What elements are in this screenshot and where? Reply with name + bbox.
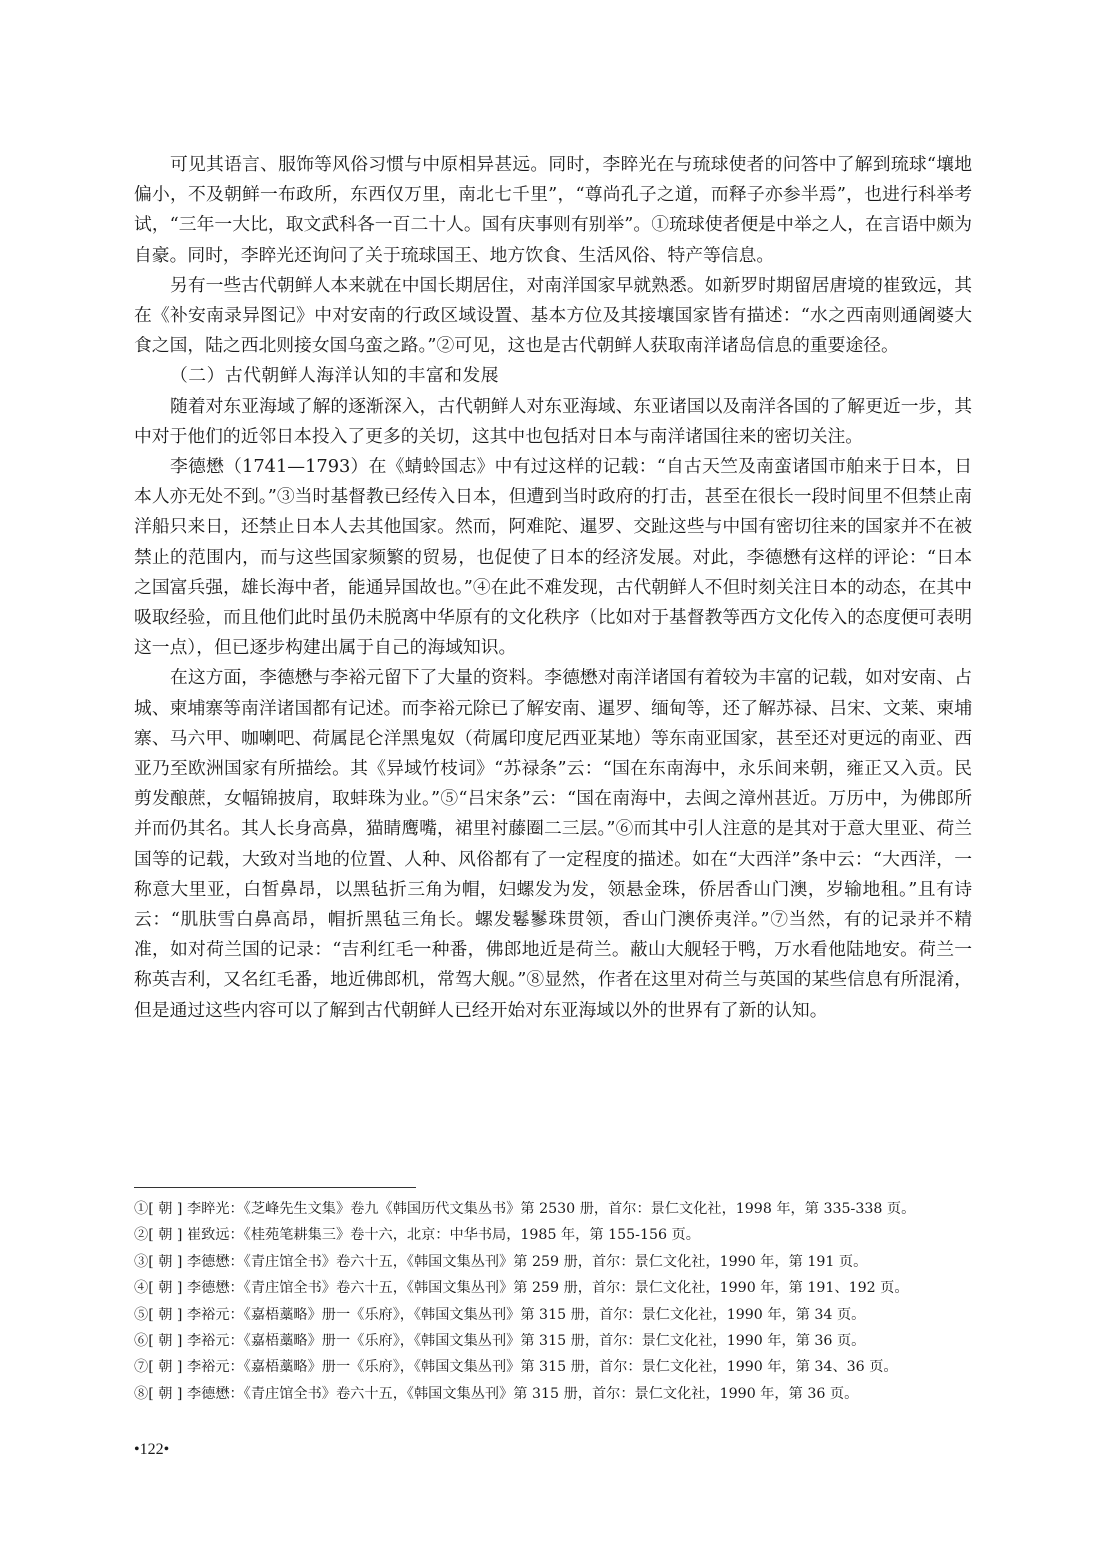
footnote: ⑤[ 朝 ] 李裕元：《嘉梧藁略》册一《乐府》，《韩国文集丛刊》第 315 册，首尔：景仁文化社，1990 年，第 34 页。 (134, 1306, 866, 1323)
footnote: ⑥[ 朝 ] 李裕元：《嘉梧藁略》册一《乐府》，《韩国文集丛刊》第 315 册，首尔：景仁文化社，1990 年，第 36 页。 (134, 1333, 866, 1350)
paragraph: 可见其语言、服饰等风俗习惯与中原相异甚远。同时，李睟光在与琉球使者的问答中了解到琉球“壤地偏小，不及朝鲜一布政所，东西仅万里，南北七千里”，“尊尚孔子之道，而释子亦参半焉”，也进行科举考试，“三年一大比，取文武科各一百二十人。国有庆事则有别举”。①琉球使者便是中举之人，在言语中颇为自豪。同时，李睟光还询问了关于琉球国王、地方饮食、生活风俗、特产等信息。 (134, 154, 972, 266)
footnote: ⑦[ 朝 ] 李裕元：《嘉梧藁略》册一《乐府》，《韩国文集丛刊》第 315 册，首尔：景仁文化社，1990 年，第 34、36 页。 (134, 1359, 898, 1376)
paragraph: 随着对东亚海域了解的逐渐深入，古代朝鲜人对东亚海域、东亚诸国以及南洋各国的了解更近一步，其中对于他们的近邻日本投入了更多的关切，这其中也包括对日本与南洋诸国往来的密切关注。 (134, 395, 972, 447)
footnote: ⑧[ 朝 ] 李德懋：《青庄馆全书》卷六十五，《韩国文集丛刊》第 315 册，首尔：景仁文化社，1990 年，第 36 页。 (134, 1385, 859, 1402)
paragraph: 在这方面，李德懋与李裕元留下了大量的资料。李德懋对南洋诸国有着较为丰富的记载，如对安南、占城、柬埔寨等南洋诸国都有记述。而李裕元除已了解安南、暹罗、缅甸等，还了解苏禄、吕宋、文莱、柬埔寨、马六甲、咖喇吧、荷属昆仑洋黑鬼奴（荷属印度尼西亚某地）等东南亚国家，甚至还对更远的南亚、西亚乃至欧洲国家有所描绘。其《异域竹枝词》“苏禄条”云：“国在东南海中，永乐间来朝，雍正又入贡。民剪发酿蔗，女幅锦披肩，取蚌珠为业。”⑤“吕宋条”云：“国在南海中，去闽之漳州甚近。万历中，为佛郎所并而仍其名。其人长身高鼻，猫睛鹰嘴，裙里衬藤圈二三层。”⑥而其中引人注意的是其对于意大里亚、荷兰国等的记载，大致对当地的位置、人种、风俗都有了一定程度的描述。如在“大西洋”条中云：“大西洋，一称意大里亚，白皙鼻昂，以黑毡折三角为帽，妇螺发为发，领悬金珠，侨居香山门澳，岁输地租。”且有诗云：“肌肤雪白鼻高昂，帽折黑毡三角长。螺发鬈鬖珠贯领，香山门澳侨夷洋。”⑦当然，有的记录并不精准，如对荷兰国的记录：“吉利红毛一种番，佛郎地近是荷兰。蔽山大舰轻于鸭，万水看他陆地安。荷兰一称英吉利，又名红毛番，地近佛郎机，常驾大舰。”⑧显然，作者在这里对荷兰与英国的某些信息有所混淆，但是通过这些内容可以了解到古代朝鲜人已经开始对东亚海域以外的世界有了新的认知。 (134, 667, 972, 1021)
footnote: ①[ 朝 ] 李睟光：《芝峰先生文集》卷九《韩国历代文集丛书》第 2530 册，首尔：景仁文化社，1998 年，第 335-338 页。 (134, 1201, 916, 1217)
footnote-divider (134, 1187, 416, 1188)
paragraph: 另有一些古代朝鲜人本来就在中国长期居住，对南洋国家早就熟悉。如新罗时期留居唐境的崔致远，其在《补安南录异图记》中对安南的行政区域设置、基本方位及其接壤国家皆有描述：“水之西南则通阇婆大食之国，陆之西北则接女国乌蛮之路。”②可见，这也是古代朝鲜人获取南洋诸岛信息的重要途径。 (134, 274, 972, 357)
footnote: ③[ 朝 ] 李德懋：《青庄馆全书》卷六十五，《韩国文集丛刊》第 259 册，首尔：景仁文化社，1990 年，第 191 页。 (134, 1253, 868, 1270)
footnote: ②[ 朝 ] 崔致远：《桂苑笔耕集三》卷十六，北京：中华书局，1985 年，第 155-156 页。 (134, 1227, 700, 1244)
footnotes (134, 1196, 980, 1407)
section-heading: （二）古代朝鲜人海洋认知的丰富和发展 (170, 365, 500, 387)
paragraph: 李德懋（1741—1793）在《蜻蛉国志》中有过这样的记载：“自古天竺及南蛮诸国市舶来于日本，日本人亦无处不到。”③当时基督教已经传入日本，但遭到当时政府的打击，甚至在很长一段时间里不但禁止南洋船只来日，还禁止日本人去其他国家。然而，阿难陀、暹罗、交趾这些与中国有密切往来的国家并不在被禁止的范围内，而与这些国家频繁的贸易，也促使了日本的经济发展。对此，李德懋有这样的评论：“日本之国富兵强，雄长海中者，能通异国故也。”④在此不难发现，古代朝鲜人不但时刻关注日本的动态，在其中吸取经验，而且他们此时虽仍未脱离中华原有的文化秩序（比如对于基督教等西方文化传入的态度便可表明这一点），但已逐步构建出属于自己的海域知识。 (134, 456, 972, 659)
footnote: ④[ 朝 ] 李德懋：《青庄馆全书》卷六十五，《韩国文集丛刊》第 259 册，首尔：景仁文化社，1990 年，第 191、192 页。 (134, 1280, 909, 1297)
page-number: •122• (134, 1441, 170, 1458)
body-text (134, 150, 972, 1026)
